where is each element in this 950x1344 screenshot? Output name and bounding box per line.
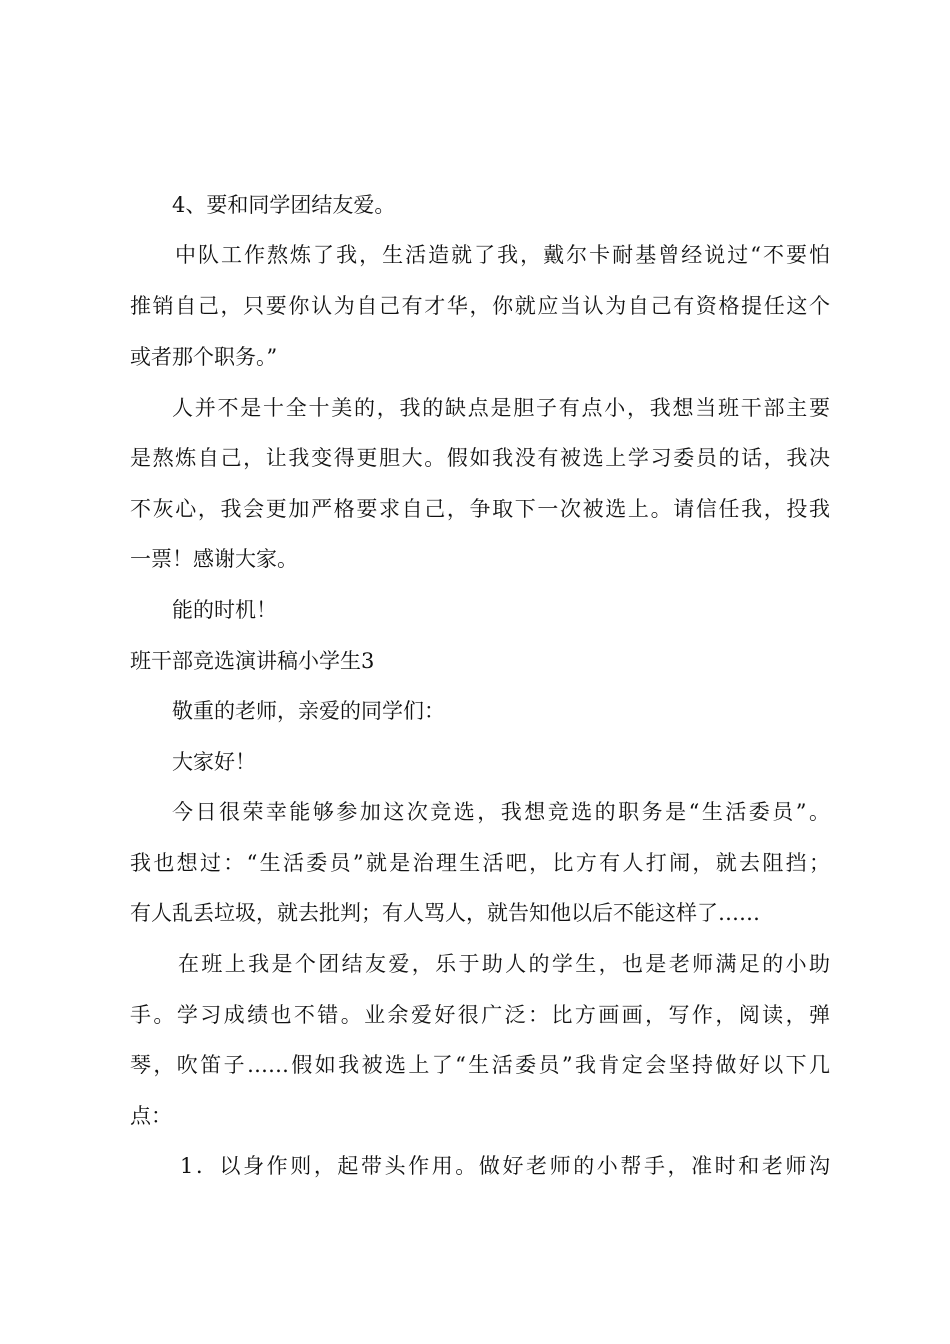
text-line: 大家好！ xyxy=(172,750,256,774)
text-line: 中队工作熬炼了我，生活造就了我，戴尔卡耐基曾经说过“不要怕 xyxy=(175,243,830,267)
text-line: 今日很荣幸能够参加这次竞选，我想竞选的职务是“生活委员”。 xyxy=(172,800,830,824)
section-heading: 班干部竞选演讲稿小学生3 xyxy=(130,649,375,673)
text-line: 1．以身作则，起带头作用。做好老师的小帮手，准时和老师沟 xyxy=(180,1154,830,1178)
text-line: 在班上我是个团结友爱，乐于助人的学生，也是老师满足的小助 xyxy=(178,952,830,976)
text-line: 敬重的老师，亲爱的同学们： xyxy=(172,699,445,723)
text-line: 有人乱丢垃圾，就去批判；有人骂人，就告知他以后不能这样了…… xyxy=(130,901,760,925)
text-line: 点： xyxy=(130,1104,172,1128)
text-line: 一票！感谢大家。 xyxy=(130,547,298,571)
text-line: 我也想过：“生活委员”就是治理生活吧，比方有人打闹，就去阻挡； xyxy=(130,851,830,875)
text-line: 能的时机！ xyxy=(172,598,277,622)
text-line: 推销自己，只要你认为自己有才华，你就应当认为自己有资格提任这个 xyxy=(130,294,830,318)
text-line: 琴，吹笛子……假如我被选上了“生活委员”我肯定会坚持做好以下几 xyxy=(130,1053,830,1077)
text-line: 人并不是十全十美的，我的缺点是胆子有点小，我想当班干部主要 xyxy=(172,396,830,420)
text-line: 或者那个职务。” xyxy=(130,345,278,369)
text-line: 手。学习成绩也不错。业余爱好很广泛：比方画画，写作，阅读，弹 xyxy=(130,1003,830,1027)
text-line: 不灰心，我会更加严格要求自己，争取下一次被选上。请信任我，投我 xyxy=(130,497,830,521)
text-line: 是熬炼自己，让我变得更胆大。假如我没有被选上学习委员的话，我决 xyxy=(130,446,830,470)
text-line: 4、要和同学团结友爱。 xyxy=(172,193,396,217)
